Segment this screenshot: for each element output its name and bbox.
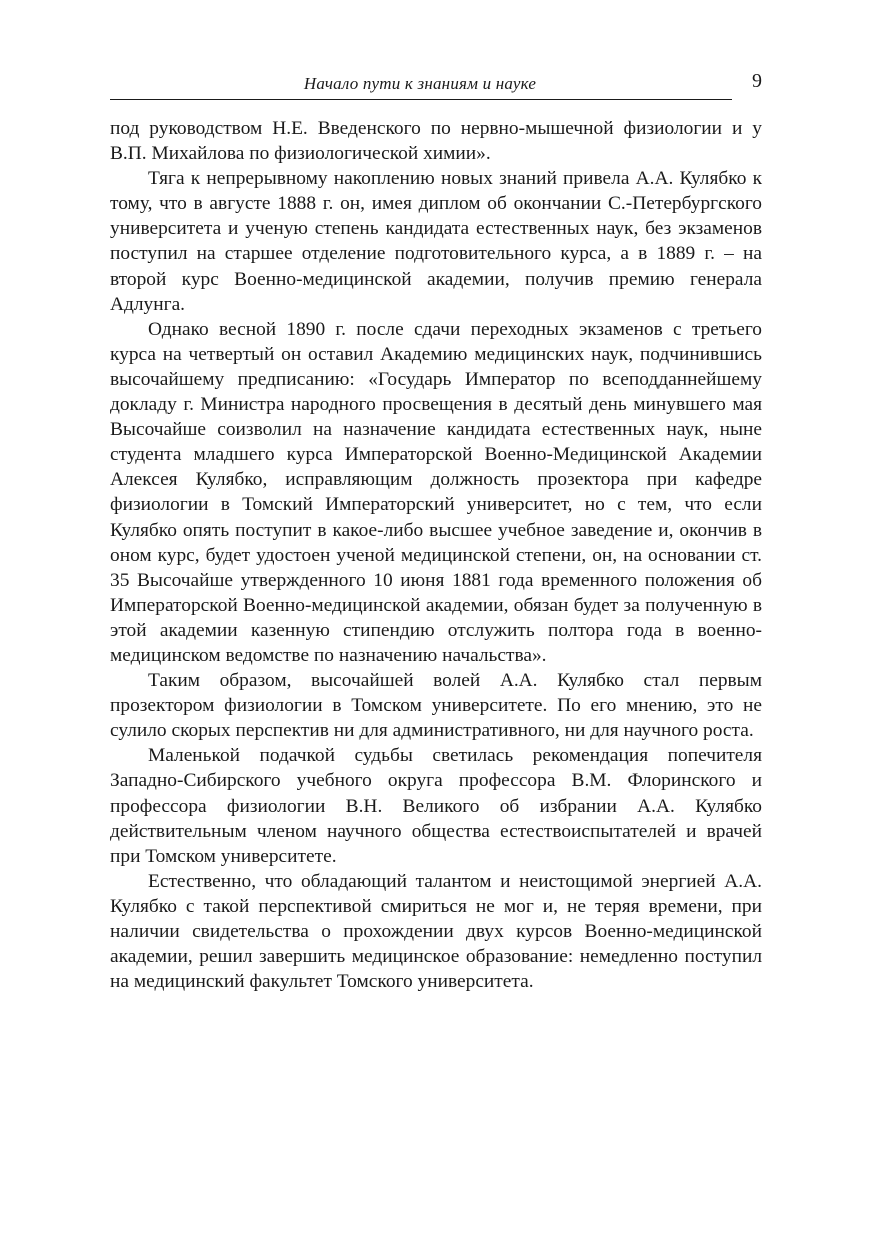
paragraph: Однако весной 1890 г. после сдачи переходных экзаменов с третьего курса на четвертый он оставил Академию медицинских наук, подчинившись высочайшему предписанию: «Государь Император по всеподданнейшему докладу г. Министра народного просвещения в десятый день минувшего мая Высочайше соизволил на назначение кандидата естественных наук, ныне студента младшего курса Императорской Военно-Медицинской Академии Алексея Кулябко, исправляющим должность прозектора при кафедре физиологии в Томский Императорский университет, но с тем, что если Кулябко опять поступит в какое-либо высшее учебное заведение и, окончив в оном курс, будет удостоен ученой медицинской степени, он, на основании ст. 35 Высочайше утвержденного 10 июня 1881 года временного положения об Императорской Военно-медицинской академии, обязан будет за полученную в этой академии казенную стипендию отслужить полтора года в военно-медицинском ведомстве по назначению начальства». [110, 318, 762, 666]
paragraph: Естественно, что обладающий талантом и неистощимой энергией А.А. Кулябко с такой перспективой смириться не мог и, не теряя времени, при наличии свидетельства о прохождении двух курсов Военно-медицинской академии, решил завершить медицинское образование: немедленно поступил на медицинский факультет Томского университета. [110, 870, 762, 993]
running-title: Начало пути к знаниям и науке [303, 74, 537, 93]
body-text [110, 116, 762, 994]
paragraph: Таким образом, высочайшей волей А.А. Кулябко стал первым прозектором физиологии в Томском университете. По его мнению, это не сулило скорых перспектив ни для административного, ни для научного роста. [110, 670, 762, 742]
paragraph: Маленькой подачкой судьбы светилась рекомендация попечителя Западно-Сибирского учебного округа профессора В.М. Флоринского и профессора физиологии В.Н. Великого об избрании А.А. Кулябко действительным членом научного общества естествоиспытателей и врачей при Томском университете. [110, 745, 762, 867]
header-rule [110, 99, 732, 100]
paragraph: Тяга к непрерывному накоплению новых знаний привела А.А. Кулябко к тому, что в августе 1888 г. он, имея диплом об окончании С.-Петербургского университета и ученую степень кандидата естественных наук, без экзаменов поступил на старшее отделение подготовительного курса, а в 1889 г. – на второй курс Военно-медицинской академии, получив премию генерала Адлунга. [110, 168, 762, 315]
running-header [110, 70, 762, 102]
page-number: 9 [752, 70, 762, 92]
paragraph-continuation: под руководством Н.Е. Введенского по нервно-мышечной физиологии и у В.П. Михайлова по физиологической химии». [110, 118, 762, 165]
